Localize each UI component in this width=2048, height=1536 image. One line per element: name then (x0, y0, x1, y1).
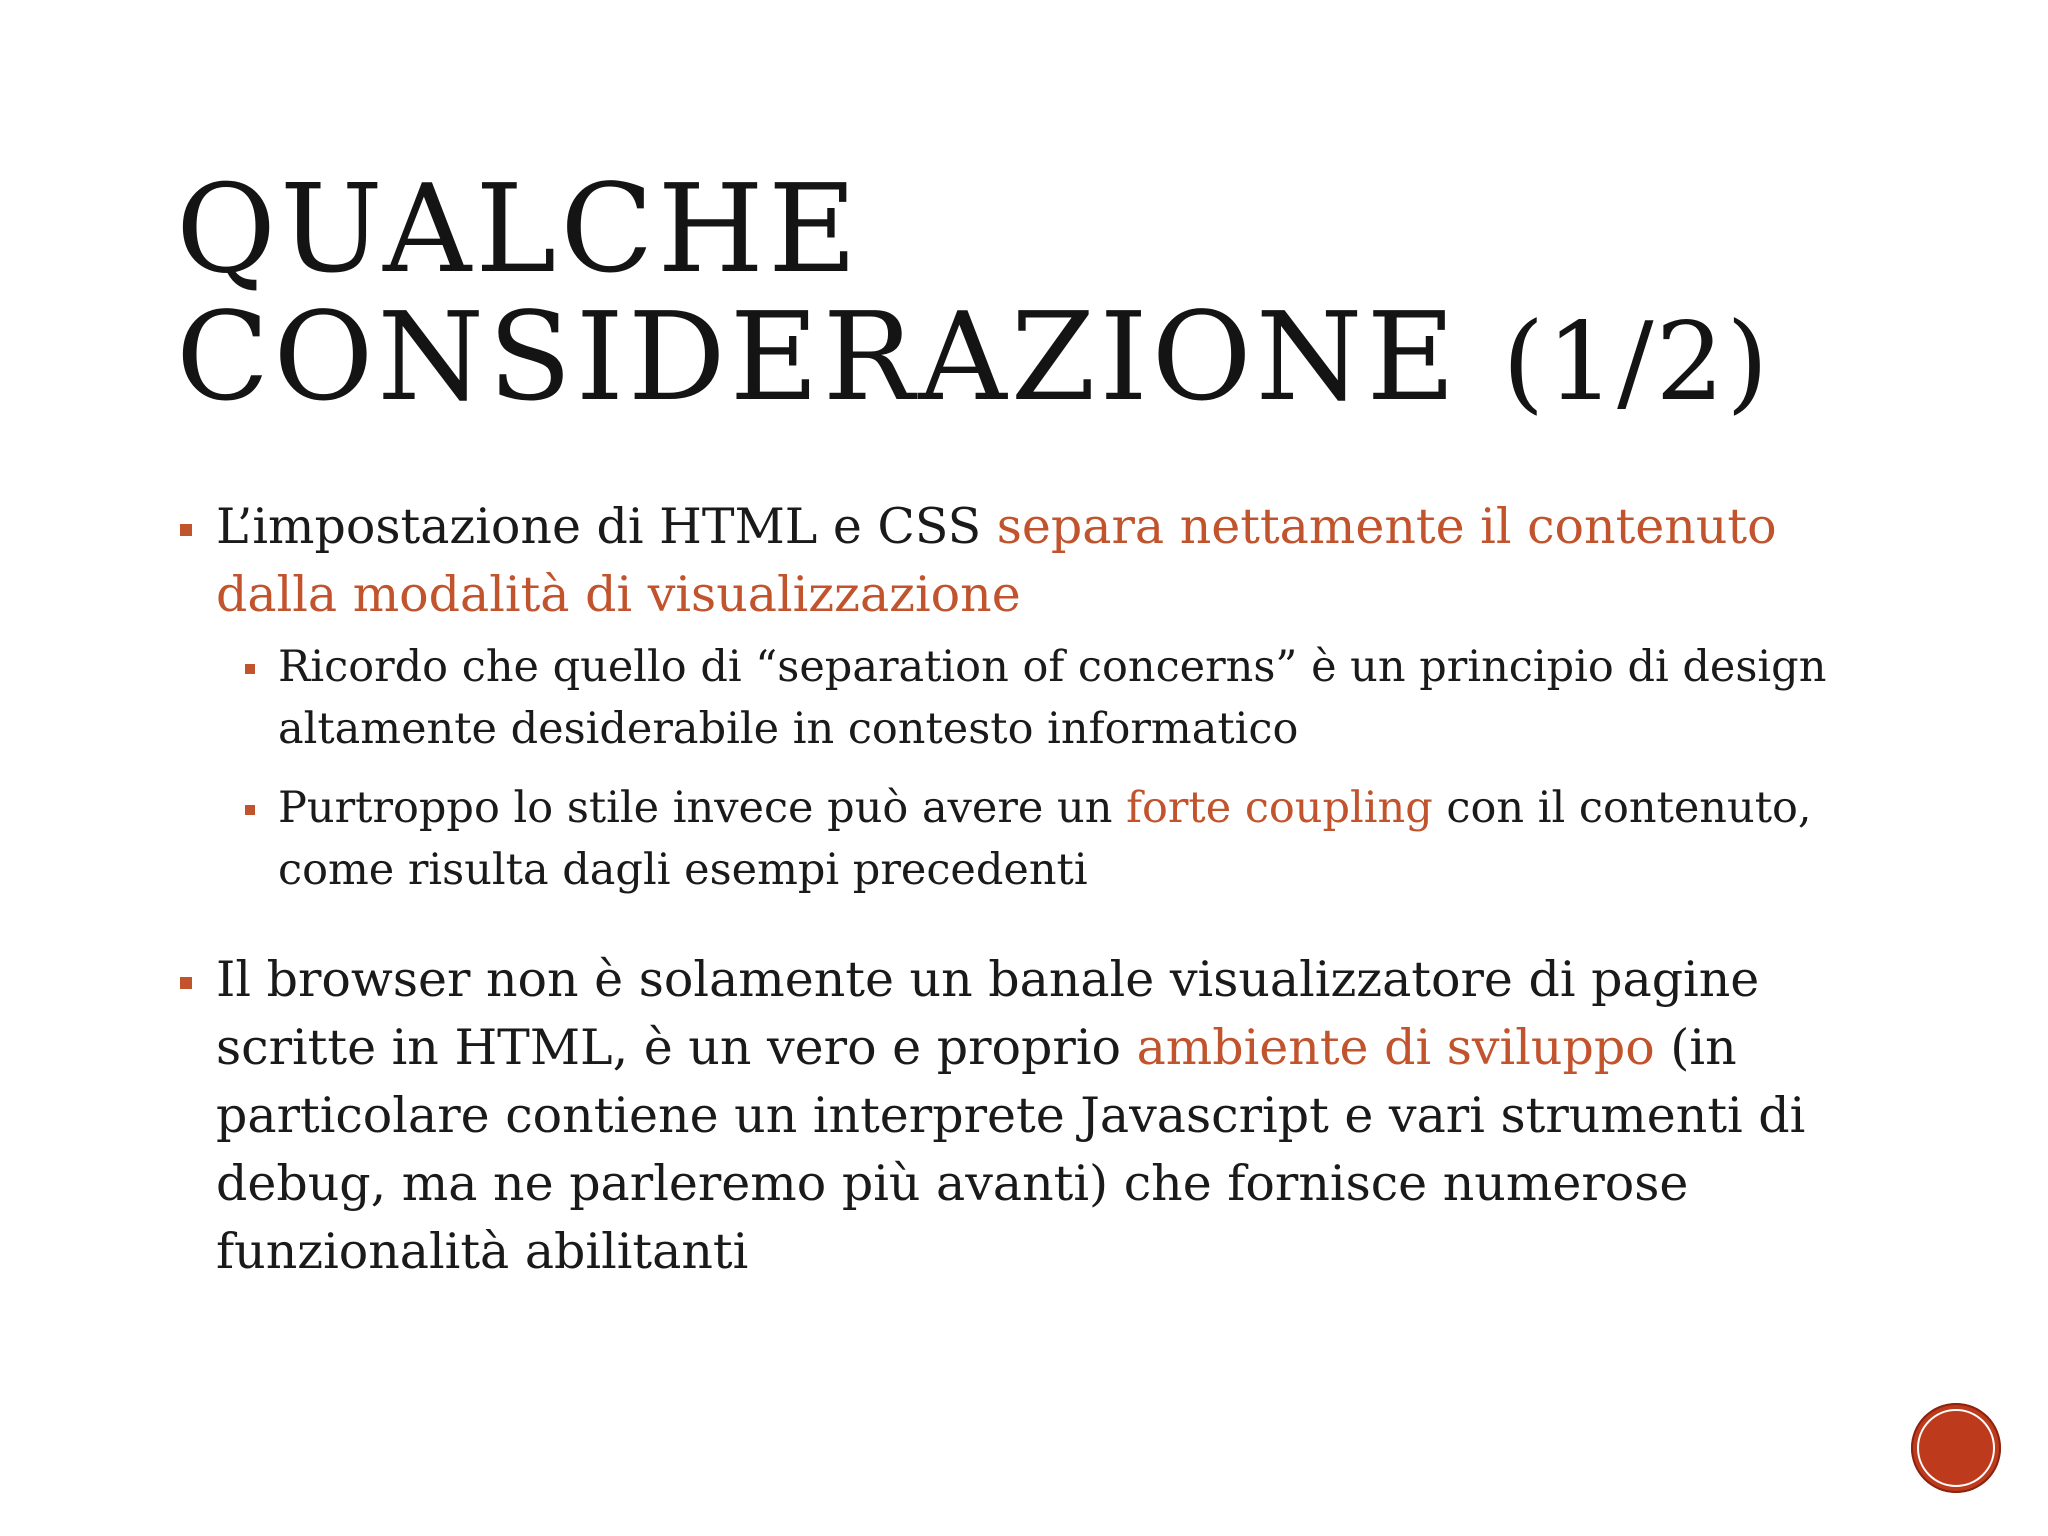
sub-bullet-2-highlight: forte coupling (1126, 783, 1433, 833)
bullet-1-highlight: separa nettamente il contenuto dalla modalità di visualizzazione (216, 498, 1777, 623)
square-bullet-icon (180, 524, 192, 536)
bullet-item-1 (216, 493, 1896, 629)
sub-bullet-1-text: Ricordo che quello di “separation of concerns” è un principio di design altamente desiderabile in contesto informatico (278, 642, 1827, 754)
nav-ring (1917, 1409, 1995, 1487)
square-bullet-icon (245, 664, 255, 674)
sub-bullet-2-text-b: con il contenuto, come risulta dagli esempi precedenti (278, 783, 1812, 895)
bullet-2-text-a: Il browser non è solamente un banale visualizzatore di pagine scritte in HTML, è un vero e proprio (216, 951, 1760, 1076)
bullet-2-text-b: (in particolare contiene un interprete Javascript e vari strumenti di debug, ma ne parleremo più avanti) che fornisce numerose funzionalità abilitanti (216, 1019, 1806, 1280)
sub-bullet-2-text-a: Purtroppo lo stile invece può avere un (278, 783, 1127, 833)
square-bullet-icon (245, 805, 255, 815)
title-line-2-main: CONSIDERAZIONE (176, 286, 1503, 428)
circle-nav-icon[interactable] (1911, 1403, 2001, 1493)
title-line-1: QUALCHE (176, 158, 862, 300)
bullet-item-2 (216, 946, 1896, 1286)
title-line-2-number: (1/2) (1502, 300, 1771, 425)
bullet-2-highlight: ambiente di sviluppo (1136, 1019, 1655, 1076)
bullet-1-text: L’impostazione di HTML e CSS (216, 498, 997, 555)
sub-bullet-item-1 (278, 636, 1838, 760)
sub-bullet-item-2 (278, 777, 1838, 901)
square-bullet-icon (180, 977, 192, 989)
